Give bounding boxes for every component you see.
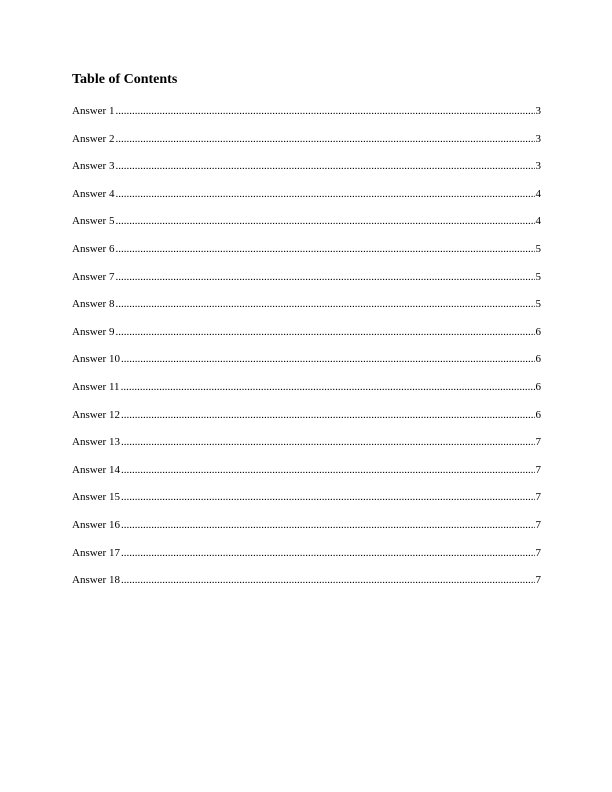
toc-entry-label[interactable]: Answer 12 (72, 408, 120, 421)
toc-entry-page-number[interactable]: 5 (535, 242, 541, 255)
toc-entry[interactable] (72, 187, 541, 215)
toc-entry-label[interactable]: Answer 5 (72, 215, 115, 228)
toc-title: Table of Contents (72, 72, 178, 87)
toc-entry[interactable] (72, 546, 541, 574)
toc-entry-label[interactable]: Answer 15 (72, 491, 120, 504)
toc-entry-page-number[interactable]: 6 (535, 408, 541, 421)
toc-entry-page-number[interactable]: 7 (535, 518, 541, 531)
toc-entry[interactable] (72, 435, 541, 463)
toc-list (72, 104, 541, 601)
toc-entry[interactable] (72, 214, 541, 242)
toc-entry-page-number[interactable]: 7 (535, 574, 541, 587)
toc-entry-label[interactable]: Answer 8 (72, 298, 115, 311)
toc-entry-page-number[interactable]: 5 (535, 298, 541, 311)
toc-entry-page-number[interactable]: 6 (535, 325, 541, 338)
toc-entry-page-number[interactable]: 5 (535, 270, 541, 283)
toc-entry-page-number[interactable]: 4 (535, 215, 541, 228)
toc-entry-page-number[interactable]: 3 (535, 105, 541, 117)
toc-entry-page-number[interactable]: 3 (535, 132, 541, 145)
toc-dot-leader (121, 518, 535, 532)
toc-entry-page-number[interactable]: 7 (535, 463, 541, 476)
toc-entry-label[interactable]: Answer 7 (72, 270, 115, 283)
toc-entry-page-number[interactable]: 7 (535, 546, 541, 559)
toc-entry[interactable] (72, 132, 541, 160)
toc-entry-label[interactable]: Answer 1 (72, 105, 115, 117)
toc-entry-page-number[interactable]: 6 (535, 380, 541, 393)
toc-dot-leader (121, 435, 535, 449)
toc-entry-label[interactable]: Answer 13 (72, 436, 120, 449)
toc-dot-leader (121, 380, 535, 394)
toc-entry[interactable] (72, 463, 541, 491)
toc-entry-label[interactable]: Answer 9 (72, 325, 115, 338)
toc-entry-page-number[interactable]: 7 (535, 491, 541, 504)
toc-dot-leader (115, 132, 534, 146)
toc-entry-label[interactable]: Answer 6 (72, 242, 115, 255)
toc-entry-page-number[interactable]: 7 (535, 436, 541, 449)
toc-dot-leader (115, 187, 534, 201)
toc-dot-leader (115, 159, 534, 173)
toc-entry-label[interactable]: Answer 17 (72, 546, 120, 559)
toc-entry[interactable] (72, 573, 541, 601)
toc-entry-label[interactable]: Answer 11 (72, 380, 120, 393)
toc-dot-leader (121, 546, 535, 560)
toc-dot-leader (121, 352, 535, 366)
toc-dot-leader (121, 463, 535, 477)
toc-dot-leader (121, 490, 535, 504)
toc-entry-label[interactable]: Answer 3 (72, 160, 115, 173)
toc-entry[interactable] (72, 490, 541, 518)
toc-entry[interactable] (72, 380, 541, 408)
toc-dot-leader (115, 214, 534, 228)
toc-entry[interactable] (72, 518, 541, 546)
toc-entry-label[interactable]: Answer 14 (72, 463, 120, 476)
toc-entry[interactable] (72, 242, 541, 270)
toc-entry-page-number[interactable]: 3 (535, 160, 541, 173)
toc-entry[interactable] (72, 104, 541, 132)
toc-dot-leader (121, 573, 535, 587)
toc-entry[interactable] (72, 159, 541, 187)
toc-entry[interactable] (72, 297, 541, 325)
toc-dot-leader (115, 325, 534, 339)
toc-entry-label[interactable]: Answer 16 (72, 518, 120, 531)
toc-entry-label[interactable]: Answer 18 (72, 574, 120, 587)
toc-dot-leader (115, 270, 534, 284)
toc-dot-leader (115, 242, 534, 256)
toc-dot-leader (115, 297, 534, 311)
toc-entry[interactable] (72, 325, 541, 353)
toc-entry[interactable] (72, 270, 541, 298)
toc-entry-page-number[interactable]: 6 (535, 353, 541, 366)
toc-entry-label[interactable]: Answer 4 (72, 187, 115, 200)
toc-dot-leader (115, 104, 534, 118)
toc-entry-label[interactable]: Answer 10 (72, 353, 120, 366)
toc-entry-page-number[interactable]: 4 (535, 187, 541, 200)
toc-dot-leader (121, 408, 535, 422)
toc-entry-label[interactable]: Answer 2 (72, 132, 115, 145)
toc-entry[interactable] (72, 352, 541, 380)
toc-entry[interactable] (72, 408, 541, 436)
